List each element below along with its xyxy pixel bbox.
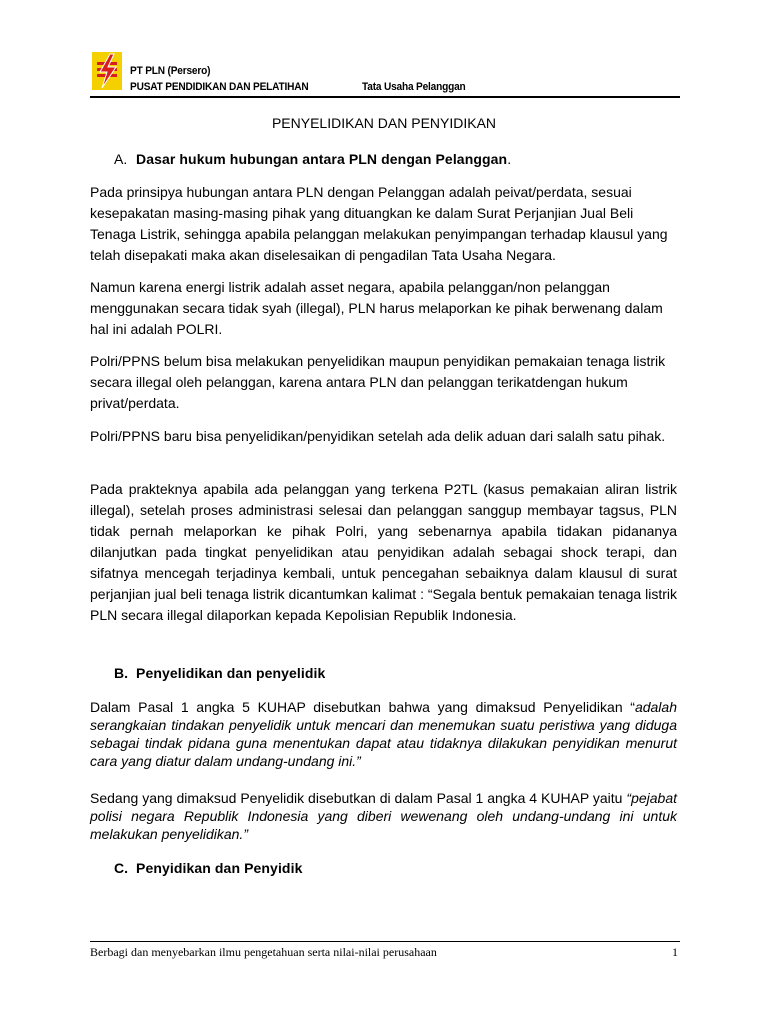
footer-text: Berbagi dan menyebarkan ilmu pengetahuan serta nilai-nilai perusahaan — [90, 945, 437, 959]
paragraph-7-quote: “pejabat polisi negara Republik Indonesia yang diberi wewenang oleh undang-undang ini untuk melakukan penyelidikan.” — [90, 790, 677, 842]
paragraph-3: Polri/PPNS belum bisa melakukan penyelidikan maupun penyidikan pemakaian tenaga listrik secara illegal oleh pelanggan, karena antara PLN dan pelanggan terikatdengan hukum privat/perdata. — [90, 353, 666, 411]
footer-divider — [90, 941, 680, 942]
page-title: PENYELIDIKAN DAN PENYIDIKAN — [271, 115, 497, 131]
section-a-heading — [114, 151, 511, 167]
company-name: PT PLN (Persero) — [130, 65, 211, 77]
document-name: Tata Usaha Pelanggan — [362, 81, 466, 93]
paragraph-5: Pada prakteknya apabila ada pelanggan yang terkena P2TL (kasus pemakaian aliran listrik illegal), setelah proses administrasi selesai dan pelanggan sanggup membayar tagsus, PLN tidak pernah melaporkan ke pihak Polri, yang sebenarnya apabila tidakan pidananya dilanjutkan pada tingkat penyelidikan atau penyidikan adalah sebagai shock terapi, dan sifatnya mencegah terjadinya kembali, untuk pencegahan sebaiknya dalam klausul di surat perjanjian jual beli tenaga listrik dicantumkan kalimat : “Segala bentuk pemakaian tenaga listrik PLN secara illegal dilaporkan kepada Kepolisian Republik Indonesia. — [90, 481, 677, 623]
section-label: Penyidikan dan Penyidik — [136, 860, 303, 876]
page-number: 1 — [672, 945, 678, 959]
section-suffix: . — [507, 151, 512, 167]
pln-logo-icon — [92, 52, 122, 90]
page-header — [90, 50, 680, 98]
paragraph-2: Namun karena energi listrik adalah asset negara, apabila pelanggan/non pelanggan menggunakan secara tidak syah (illegal), PLN harus melaporkan ke pihak berwenang dalam hal ini adalah POLRI. — [90, 279, 663, 337]
section-number: B. — [114, 665, 128, 681]
paragraph-6-intro: Dalam Pasal 1 angka 5 KUHAP disebutkan bahwa yang dimaksud Penyelidikan “ — [90, 699, 635, 715]
section-number: C. — [114, 860, 128, 876]
paragraph-4: Polri/PPNS baru bisa penyelidikan/penyidikan setelah ada delik aduan dari salalh satu pihak. — [90, 428, 666, 444]
paragraph-6 — [90, 698, 677, 770]
section-c-heading — [114, 860, 302, 876]
section-number: A. — [114, 151, 128, 167]
paragraph-1: Pada prinsipya hubungan antara PLN dengan Pelanggan adalah peivat/perdata, sesuai kesepakatan masing-masing pihak yang dituangkan ke dalam Surat Perjanjian Jual Beli Tenaga Listrik, sehingga apabila pelanggan melakukan penyimpangan terhadap klausul yang telah disepakati maka akan diselesaikan di pengadilan Tata Usaha Negara. — [90, 184, 668, 263]
section-label: Penyelidikan dan penyelidik — [136, 665, 326, 681]
paragraph-7-intro: Sedang yang dimaksud Penyelidik disebutkan di dalam Pasal 1 angka 4 KUHAP yaitu — [90, 790, 627, 806]
unit-name: PUSAT PENDIDIKAN DAN PELATIHAN — [130, 81, 309, 93]
paragraph-6-quote: adalah serangkaian tindakan penyelidik untuk mencari dan menemukan suatu peristiwa yang diduga sebagai tindak pidana guna menentukan dapat atau tidaknya dilakukan penyidikan menurut cara yang diatur dalam undang-undang ini.” — [90, 699, 677, 769]
section-b-heading — [114, 665, 325, 681]
page-footer — [90, 945, 680, 960]
paragraph-7 — [90, 789, 677, 843]
section-label: Dasar hukum hubungan antara PLN dengan Pelanggan — [136, 151, 508, 167]
